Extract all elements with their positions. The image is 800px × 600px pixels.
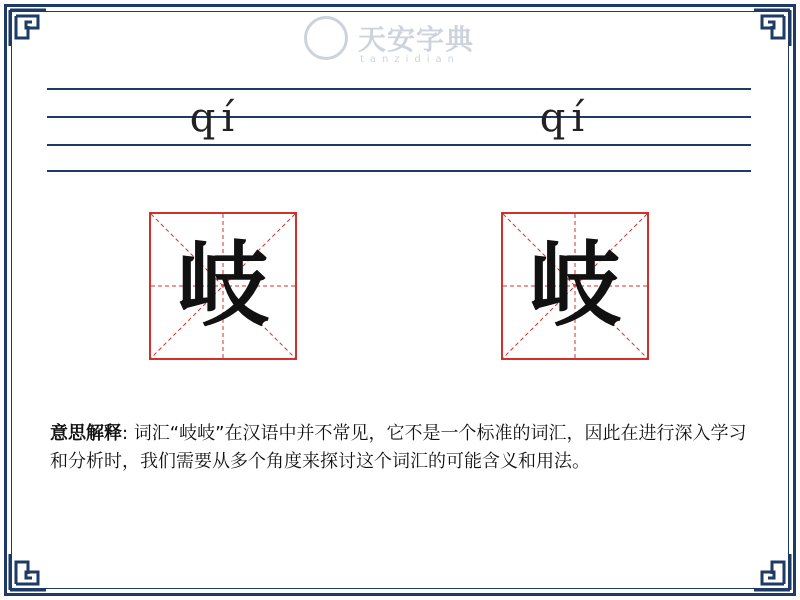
guide-line [47,170,751,172]
logo-seal-icon [304,16,348,60]
pinyin-2: qí [539,95,591,141]
meaning-colon: : [122,423,134,444]
character-grid-2 [501,212,649,360]
guide-line [47,144,751,146]
pinyin-guide-lines [47,88,751,172]
logo-text: 天安字典 [358,23,475,56]
character-2: 岐 [528,232,621,339]
character-1: 岐 [176,232,269,339]
corner-ornament-bottom-right [752,552,792,592]
logo-subtext: tanzidian [360,54,461,65]
meaning-paragraph [50,420,754,476]
pinyin-1: qí [189,95,241,141]
corner-ornament-top-left [8,8,48,48]
meaning-text: 词汇“岐岐”在汉语中并不常见，它不是一个标准的词汇，因此在进行深入学习和分析时，我们需要从多个角度来探讨这个词汇的可能含义和用法。 [50,423,747,472]
character-grid-1 [149,212,297,360]
corner-ornament-top-right [752,8,792,48]
guide-line [47,88,751,90]
guide-line [47,116,751,118]
watermark-logo [304,14,496,70]
meaning-label: 意思解释 [50,423,122,444]
corner-ornament-bottom-left [8,552,48,592]
